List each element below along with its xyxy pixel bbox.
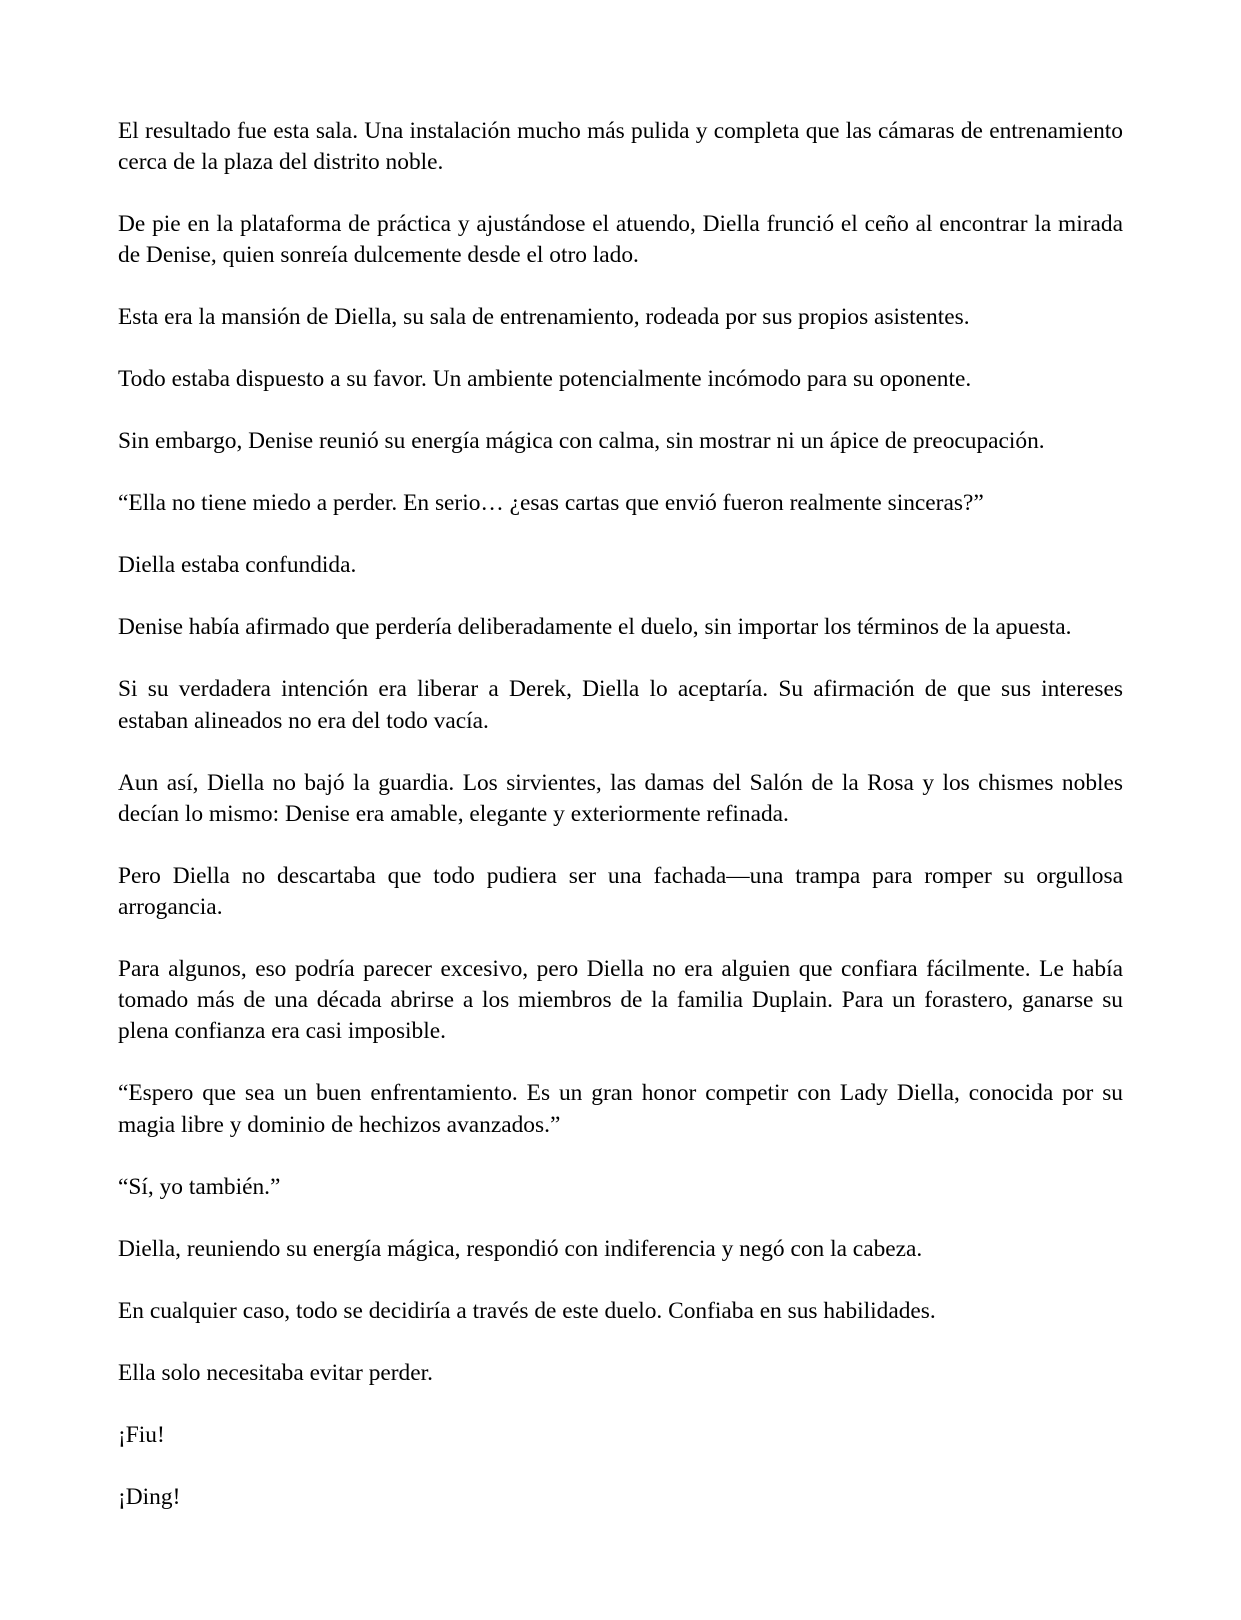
paragraph: Si su verdadera intención era liberar a Derek, Diella lo aceptaría. Su afirmación de que sus intereses estaban alineados no era del todo vacía. (118, 676, 1123, 734)
paragraph: Diella estaba confundida. (118, 552, 357, 579)
paragraph: “Ella no tiene miedo a perder. En serio… ¿esas cartas que envió fueron realmente sinceras?” (118, 490, 984, 517)
paragraph: Denise había afirmado que perdería deliberadamente el duelo, sin importar los términos de la apuesta. (118, 614, 1072, 641)
paragraph: “Espero que sea un buen enfrentamiento. Es un gran honor competir con Lady Diella, conocida por su magia libre y dominio de hechizos avanzados.” (118, 1080, 1123, 1138)
paragraph: Esta era la mansión de Diella, su sala de entrenamiento, rodeada por sus propios asistentes. (118, 304, 970, 331)
paragraph: Todo estaba dispuesto a su favor. Un ambiente potencialmente incómodo para su oponente. (118, 366, 972, 393)
paragraph: “Sí, yo también.” (118, 1173, 281, 1200)
document-page (118, 116, 1123, 1513)
paragraph: ¡Fiu! (118, 1421, 165, 1448)
paragraph: Para algunos, eso podría parecer excesivo, pero Diella no era alguien que confiara fácilmente. Le había tomado más de una década abrirse a los miembros de la familia Duplain. Para un forastero, ganarse su plena confianza era casi imposible. (118, 956, 1123, 1045)
paragraph: Ella solo necesitaba evitar perder. (118, 1359, 433, 1386)
paragraph: Diella, reuniendo su energía mágica, respondió con indiferencia y negó con la cabeza. (118, 1235, 923, 1262)
paragraph: Sin embargo, Denise reunió su energía mágica con calma, sin mostrar ni un ápice de preocupación. (118, 428, 1045, 455)
paragraph: ¡Ding! (118, 1483, 181, 1510)
paragraph: En cualquier caso, todo se decidiría a través de este duelo. Confiaba en sus habilidades. (118, 1297, 936, 1324)
paragraph: Aun así, Diella no bajó la guardia. Los sirvientes, las damas del Salón de la Rosa y los chismes nobles decían lo mismo: Denise era amable, elegante y exteriormente refinada. (118, 769, 1123, 827)
paragraph: Pero Diella no descartaba que todo pudiera ser una fachada—una trampa para romper su orgullosa arrogancia. (118, 862, 1123, 921)
paragraph: De pie en la plataforma de práctica y ajustándose el atuendo, Diella frunció el ceño al encontrar la mirada de Denise, quien sonreía dulcemente desde el otro lado. (118, 211, 1123, 269)
paragraph: El resultado fue esta sala. Una instalación mucho más pulida y completa que las cámaras de entrenamiento cerca de la plaza del distrito noble. (118, 118, 1123, 176)
